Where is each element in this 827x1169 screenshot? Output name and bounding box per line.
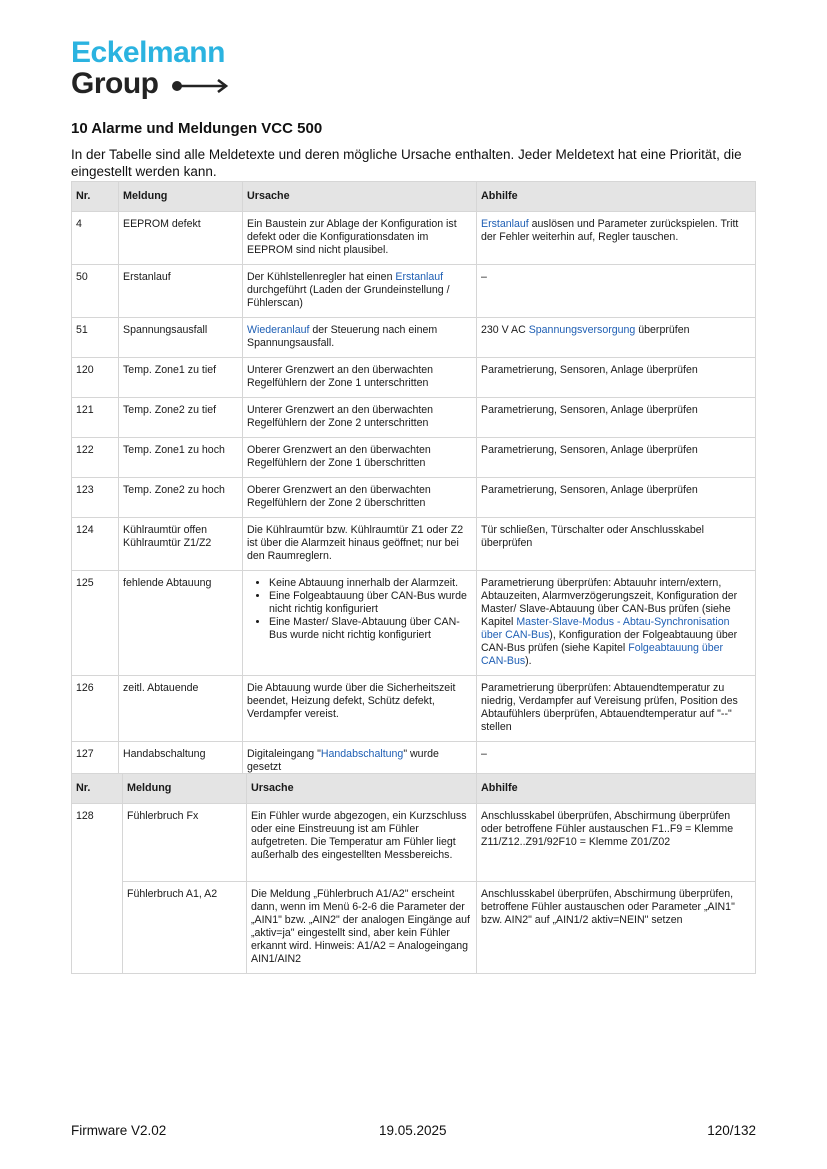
cell-meldung: Temp. Zone2 zu tief [119,398,243,438]
link-master-slave[interactable]: Master-Slave-Modus - Abtau-Synchronisation über CAN-Bus [481,616,730,641]
cell-abhilfe: Parametrierung überprüfen: Abtauuhr intern/extern, Abtauzeiten, Alarmverzögerungszeit, Konfiguration der Master/ Slave-Abtauung über CAN-Bus prüfen (siehe Kapitel Master-Slave-Modus - Abtau-Synchronisation über CAN-Bus), Konfiguration der Folgeabtauung über CAN-Bus prüfen (siehe Kapitel Folgeabtauung über CAN-Bus). [477,571,756,676]
link-spannungsversorgung[interactable]: Spannungsversorgung [528,324,636,336]
cell-ursache: Die Abtauung wurde über die Sicherheitszeit beendet, Heizung defekt, Schütz defekt, Verdampfer vereist. [243,676,477,742]
list-item: • Keine Abtauung innerhalb der Alarmzeit. [269,577,472,590]
table-row [72,518,756,571]
table-header-row [72,774,756,804]
header-ursache: Ursache [243,182,477,212]
cell-nr: 122 [72,438,119,478]
table-row [72,358,756,398]
table-row [72,676,756,742]
cell-nr: 4 [72,212,119,265]
header-meldung: Meldung [123,774,247,804]
logo-line2: Group [71,67,159,100]
cell-abhilfe: Parametrierung, Sensoren, Anlage überprüfen [477,398,756,438]
cell-nr: 125 [72,571,119,676]
table-row [72,804,756,882]
cell-meldung: zeitl. Abtauende [119,676,243,742]
table-row [72,571,756,676]
cell-meldung: Erstanlauf [119,265,243,318]
table-row [72,478,756,518]
cell-meldung: Handabschaltung [119,742,243,782]
cell-meldung: Temp. Zone2 zu hoch [119,478,243,518]
table-row [72,318,756,358]
footer-date: 19.05.2025 [379,1123,447,1138]
cell-meldung: Fühlerbruch Fx [123,804,247,882]
sensor-break-table [71,773,756,974]
table-row [72,882,756,974]
table-row [72,398,756,438]
cell-meldung: Spannungsausfall [119,318,243,358]
cell-ursache: Unterer Grenzwert an den überwachten Regelfühlern der Zone 1 unterschritten [243,358,477,398]
cell-nr: 51 [72,318,119,358]
cell-ursache: Ein Fühler wurde abgezogen, ein Kurzschluss oder eine Einstreuung ist am Fühler aufgetreten. Die Temperatur am Fühler liegt außerhalb des eingestellten Messbereichs. [247,804,477,882]
header-nr: Nr. [72,774,123,804]
cell-nr: 123 [72,478,119,518]
cell-abhilfe: Parametrierung überprüfen: Abtauendtemperatur zu niedrig, Verdampfer auf Vereisung prüfen, Position des Abtaufühlers überprüfen, Abtauendtemperatur auf "--" stellen [477,676,756,742]
company-logo [71,38,229,100]
cell-nr: 127 [72,742,119,782]
header-abhilfe: Abhilfe [477,182,756,212]
cell-ursache: Digitaleingang "Handabschaltung" wurde gesetzt [243,742,477,782]
cell-meldung: Temp. Zone1 zu hoch [119,438,243,478]
cell-ursache: Ein Baustein zur Ablage der Konfiguration ist defekt oder die Konfigurationsdaten im EEPROM sind nicht plausibel. [243,212,477,265]
link-erstanlauf[interactable]: Erstanlauf [395,271,444,283]
header-ursache: Ursache [247,774,477,804]
link-handabschaltung[interactable]: Handabschaltung [320,748,404,760]
cell-abhilfe: Parametrierung, Sensoren, Anlage überprüfen [477,358,756,398]
cell-abhilfe: – [477,265,756,318]
list-item: • Eine Folgeabtauung über CAN-Bus wurde nicht richtig konfiguriert [269,590,472,616]
cell-abhilfe: Parametrierung, Sensoren, Anlage überprüfen [477,478,756,518]
table-header-row [72,182,756,212]
cell-meldung: fehlende Abtauung [119,571,243,676]
cell-abhilfe: 230 V AC Spannungsversorgung überprüfen [477,318,756,358]
cell-ursache: Die Meldung „Fühlerbruch A1/A2" erscheint dann, wenn im Menü 6-2-6 die Parameter der „AIN1" bzw. „AIN2" der analogen Eingänge auf „aktiv=ja" eingestellt sind, aber kein Fühler erkannt wird. Hinweis: A1/A2 = Analogeingang AIN1/AIN2 [247,882,477,974]
alarm-table [71,181,756,782]
table-row [72,438,756,478]
logo-line1: Eckelmann [71,36,225,69]
cell-ursache: Wiederanlauf der Steuerung nach einem Spannungsausfall. [243,318,477,358]
header-nr: Nr. [72,182,119,212]
footer-page-number: 120/132 [707,1123,756,1138]
list-item: • Eine Master/ Slave-Abtauung über CAN-Bus wurde nicht richtig konfiguriert [269,616,472,642]
intro-paragraph: In der Tabelle sind alle Meldetexte und deren mögliche Ursache enthalten. Jeder Meldetext hat eine Priorität, die eingestellt werden kann. [71,147,742,179]
cell-abhilfe: Anschlusskabel überprüfen, Abschirmung überprüfen oder betroffene Fühler austauschen F1..F9 = Klemme Z11/Z12..Z91/92F10 = Klemme Z01/Z02 [477,804,756,882]
cell-nr: 128 [72,804,123,974]
cell-meldung: Kühlraumtür offen Kühlraumtür Z1/Z2 [119,518,243,571]
footer-firmware: Firmware V2.02 [71,1123,167,1138]
link-folgeabtauung[interactable]: Folgeabtauung über CAN-Bus [481,642,724,667]
cell-meldung: EEPROM defekt [119,212,243,265]
cell-ursache: Unterer Grenzwert an den überwachten Regelfühlern der Zone 2 unterschritten [243,398,477,438]
cause-list [247,577,472,642]
cell-abhilfe: Anschlusskabel überprüfen, Abschirmung überprüfen, betroffene Fühler austauschen oder Parameter „AIN1" bzw. AIN2" auf „AIN1/2 aktiv=NEIN" setzen [477,882,756,974]
table-row [72,212,756,265]
cell-abhilfe: – [477,742,756,782]
section-heading: 10 Alarme und Meldungen VCC 500 [71,120,323,137]
table-row [72,265,756,318]
link-wiederanlauf[interactable]: Wiederanlauf [247,324,310,336]
cell-nr: 126 [72,676,119,742]
cell-ursache: Der Kühlstellenregler hat einen Erstanlauf durchgeführt (Laden der Grundeinstellung / Fühlerscan) [243,265,477,318]
arrow-icon [171,79,229,93]
header-meldung: Meldung [119,182,243,212]
cell-abhilfe: Erstanlauf auslösen und Parameter zurückspielen. Tritt der Fehler weiterhin auf, Regler tauschen. [477,212,756,265]
cell-ursache: Oberer Grenzwert an den überwachten Regelfühlern der Zone 2 überschritten [243,478,477,518]
link-erstanlauf[interactable]: Erstanlauf [481,218,529,230]
cell-ursache: Die Kühlraumtür bzw. Kühlraumtür Z1 oder Z2 ist über die Alarmzeit hinaus geöffnet; nur bei den Raumreglern. [243,518,477,571]
header-abhilfe: Abhilfe [477,774,756,804]
cell-meldung: Fühlerbruch A1, A2 [123,882,247,974]
cell-ursache: Oberer Grenzwert an den überwachten Regelfühlern der Zone 1 überschritten [243,438,477,478]
cell-nr: 124 [72,518,119,571]
cell-nr: 121 [72,398,119,438]
cell-nr: 50 [72,265,119,318]
cell-meldung: Temp. Zone1 zu tief [119,358,243,398]
cell-abhilfe: Parametrierung, Sensoren, Anlage überprüfen [477,438,756,478]
cell-ursache [243,571,477,676]
cell-nr: 120 [72,358,119,398]
cell-abhilfe: Tür schließen, Türschalter oder Anschlusskabel überprüfen [477,518,756,571]
